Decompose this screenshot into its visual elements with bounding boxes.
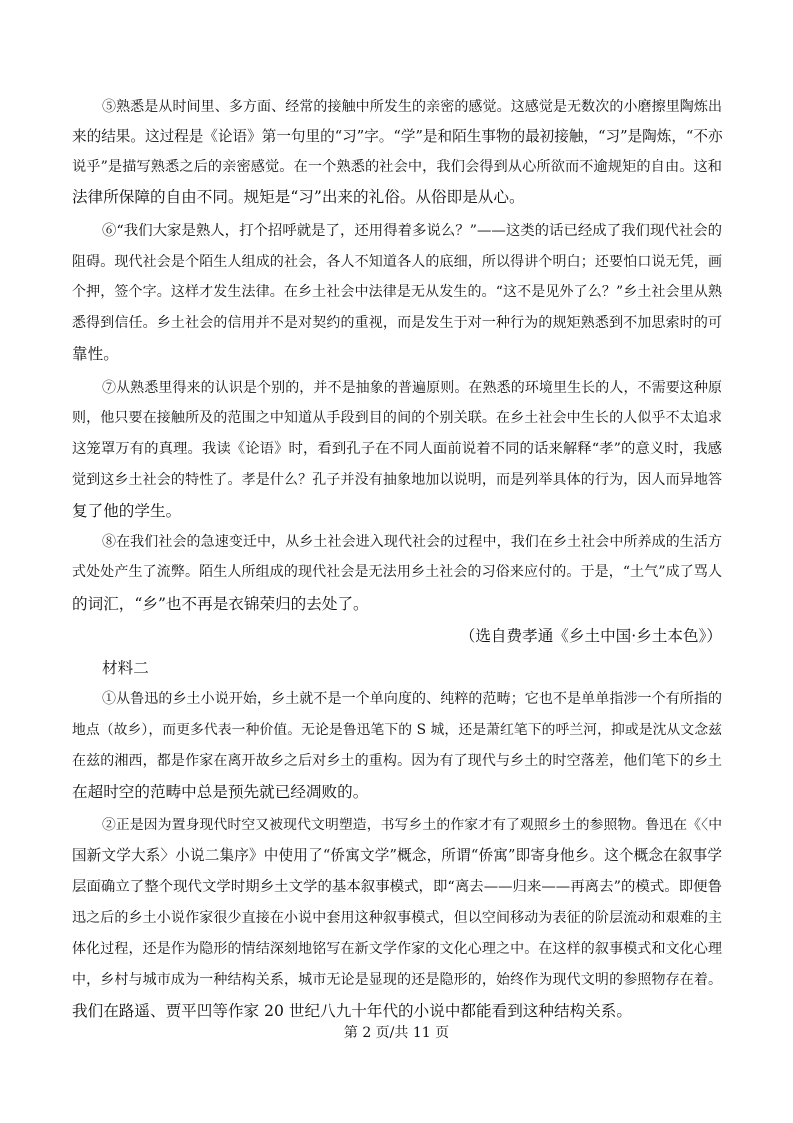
material-2-paragraph-1-line: 在超时空的范畴中总是预先就已经凋败的。 — [72, 783, 369, 801]
material-2-paragraph-2-line: 层面确立了整个现代文学时期乡土文学的基本叙事模式，即“离去——归来——再离去”的模式。即便鲁 — [72, 879, 722, 895]
paragraph-6-line: 悉得到信任。乡土社会的信用并不是对契约的重视，而是发生于对一种行为的规矩熟悉到不加思索时的可 — [72, 315, 722, 331]
paragraph-5-line: 说乎”是描写熟悉之后的亲密感觉。在一个熟悉的社会中，我们会得到从心所欲而不逾规矩的自由。这和 — [72, 159, 722, 175]
paragraph-6-line: 靠性。 — [72, 345, 119, 363]
paragraph-5-line: ⑤熟悉是从时间里、多方面、经常的接触中所发生的亲密的感觉。这感觉是无数次的小磨擦里陶炼出 — [102, 99, 722, 115]
material-2-paragraph-2-line: 国新文学大系〉小说二集序》中使用了“侨寓文学”概念，所谓“侨寓”即寄身他乡。这个概念在叙事学 — [72, 847, 722, 864]
paragraph-6-line: ⑥“我们大家是熟人，打个招呼就是了，还用得着多说么？”——这类的话已经成了我们现代社会的 — [102, 223, 722, 239]
paragraph-7-line: 复了他的学生。 — [72, 502, 182, 520]
material-2-heading: 材料二 — [102, 659, 149, 677]
source-citation: （选自费孝通《乡土中国·乡土本色》） — [459, 627, 722, 645]
material-2-paragraph-2-line: ②正是因为置身现代时空又被现代文明塑造，书写乡土的作家才有了观照乡土的参照物。鲁迅在《〈中 — [102, 817, 722, 833]
paragraph-6-line: 阻碍。现代社会是个陌生人组成的社会，各人不知道各人的底细，所以得讲个明白；还要怕口说无凭，画 — [72, 254, 722, 270]
paragraph-6-line: 个押，签个字。这样才发生法律。在乡土社会中法律是无从发生的。“这不是见外了么？”乡土社会里从熟 — [72, 284, 722, 300]
material-2-paragraph-2-line: 我们在路遥、贾平凹等作家 20 世纪八九十年代的小说中都能看到这种结构关系。 — [72, 1002, 632, 1020]
paragraph-7-line: 这笼罩万有的真理。我读《论语》时，看到孔子在不同人面前说着不同的话来解释“孝”的意义时，我感 — [72, 441, 722, 457]
paragraph-7-line: 觉到这乡土社会的特性了。孝是什么？孔子并没有抽象地加以说明，而是列举具体的行为，因人而异地答 — [72, 472, 722, 488]
paragraph-7-line: 则，他只要在接触所及的范围之中知道从手段到目的间的个别关联。在乡土社会中生长的人似乎不太追求 — [72, 410, 722, 426]
paragraph-5-line: 来的结果。这过程是《论语》第一句里的“习”字。“学”是和陌生事物的最初接触，“习”是陶炼，“不亦 — [72, 128, 723, 145]
paragraph-8-line: 式处处产生了流弊。陌生人所组成的现代社会是无法用乡土社会的习俗来应付的。于是，“土气”成了骂人 — [72, 564, 722, 580]
material-2-paragraph-2-line: 中，乡村与城市成为一种结构关系，城市无论是显现的还是隐形的，始终作为现代文明的参照物存在着。 — [72, 972, 722, 988]
material-2-paragraph-1-line: 地点（故乡），而更多代表一种价值。无论是鲁迅笔下的 S 城，还是萧红笔下的呼兰河，抑或是沈从文念兹 — [72, 722, 722, 738]
paragraph-7-line: ⑦从熟悉里得来的认识是个别的，并不是抽象的普遍原则。在熟悉的环境里生长的人，不需要这种原 — [102, 380, 722, 396]
paragraph-8-line: ⑧在我们社会的急速变迁中，从乡土社会进入现代社会的过程中，我们在乡土社会中所养成的生活方 — [102, 534, 722, 550]
material-2-paragraph-1-line: 在兹的湘西，都是作家在离开故乡之后对乡土的重构。因为有了现代与乡土的时空落差，他们笔下的乡土 — [72, 753, 722, 769]
paragraph-8-line: 的词汇，“乡”也不再是衣锦荣归的去处了。 — [72, 595, 369, 613]
material-2-paragraph-1-line: ①从鲁迅的乡土小说开始，乡土就不是一个单向度的、纯粹的范畴；它也不是单单指涉一个有所指的 — [102, 691, 722, 707]
page-number-footer: 第 2 页/共 11 页 — [343, 1025, 450, 1041]
material-2-paragraph-2-line: 体化过程，还是作为隐形的情结深刻地铭写在新文学作家的文化心理之中。在这样的叙事模式和文化心理 — [72, 941, 722, 957]
material-2-paragraph-2-line: 迅之后的乡土小说作家很少直接在小说中套用这种叙事模式，但以空间移动为表征的阶层流动和艰难的主 — [72, 910, 722, 926]
paragraph-5-line: 法律所保障的自由不同。规矩是“习”出来的礼俗。从俗即是从心。 — [72, 188, 525, 206]
